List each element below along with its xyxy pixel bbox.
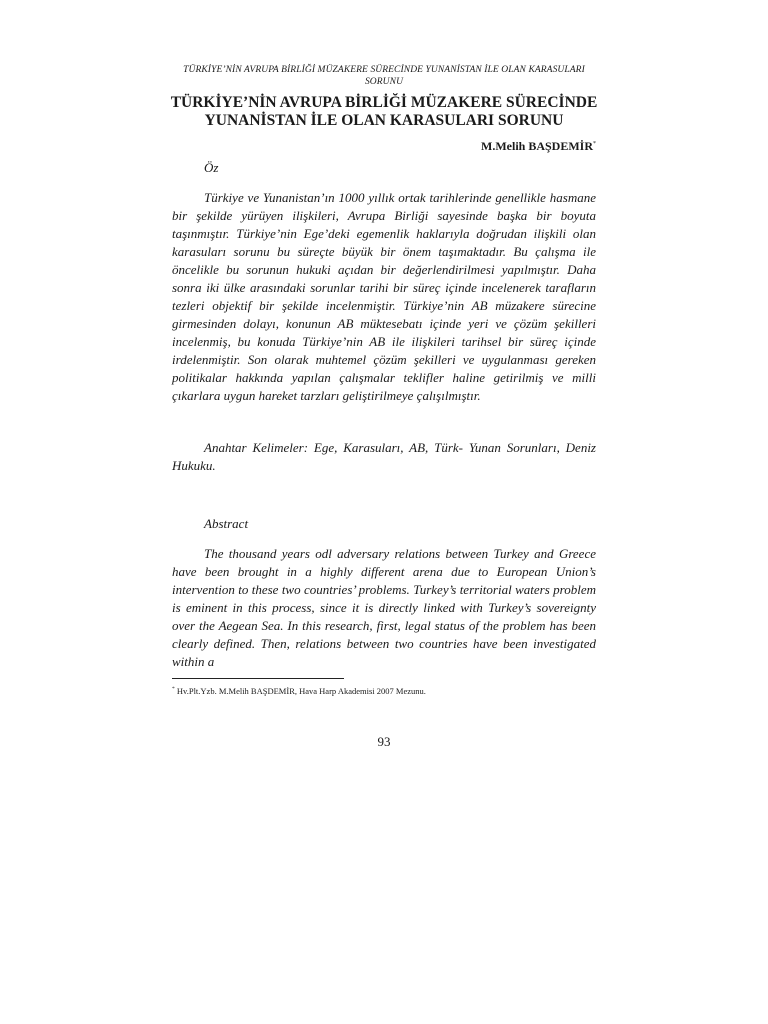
author-line: [481, 137, 596, 153]
author-name: M.Melih BAŞDEMİR: [481, 139, 593, 153]
article-title: TÜRKİYE’NİN AVRUPA BİRLİĞİ MÜZAKERE SÜRECİNDE YUNANİSTAN İLE OLAN KARASULARI SORUNU: [170, 94, 598, 129]
abstract-heading: Abstract: [204, 516, 249, 531]
abstract-paragraph: The thousand years odl adversary relations between Turkey and Greece have been brought in a highly different arena due to European Union’s intervention to these two countries’ problems. Turkey’s territorial waters problem is eminent in this process, since it is directly linked with Turkey’s sovereignty over the Aegean Sea. In this research, first, legal status of the problem has been clearly defined. Then, relations between two countries have been investigated within a: [172, 546, 596, 669]
keywords-paragraph: [172, 439, 596, 475]
footnote-divider: [172, 678, 344, 679]
oz-heading: Öz: [204, 160, 219, 175]
keywords-label: Anahtar Kelimeler:: [204, 440, 309, 455]
footnote: [172, 684, 596, 697]
page-number: 93: [377, 734, 391, 749]
running-head: TÜRKİYE’NİN AVRUPA BİRLİĞİ MÜZAKERE SÜRECİNDE YUNANİSTAN İLE OLAN KARASULARI SORUNU: [183, 65, 585, 87]
author-footnote-mark: *: [593, 141, 596, 147]
footnote-mark: *: [172, 686, 175, 692]
keywords-text: Ege, Karasuları, AB, Türk- Yunan Sorunları, Deniz Hukuku.: [172, 440, 596, 473]
footnote-text: Hv.Plt.Yzb. M.Melih BAŞDEMİR, Hava Harp Akademisi 2007 Mezunu.: [176, 685, 426, 696]
oz-paragraph: Türkiye ve Yunanistan’ın 1000 yıllık ortak tarihlerinde genellikle hasmane bir şekilde yürüyen ilişkileri, Avrupa Birliği sayesinde başka bir boyuta taşınmıştır. Türkiye’nin Ege’deki egemenlik haklarıyla doğrudan ilişkili olan karasuları sorunu bu süreçte büyük bir önem taşımaktadır. Bu çalışma ile öncelikle bu sorunun hukuki açıdan bir değerlendirilmesi yapılmıştır. Daha sonra iki ülke arasındaki sorunlar tarihi bir süreç içinde incelenerek tarafların tezleri objektif bir şekilde incelenmiştir. Türkiye’nin AB müzakere sürecine girmesinden dolayı, konunun AB müktesebatı içinde yeri ve çözüm şekilleri incelenmiş, bu konuda Türkiye’nin AB ile ilişkileri tarihsel bir süreç içinde irdelenmiştir. Son olarak muhtemel çözüm şekilleri ve uygulanması gereken politikalar hakkında yapılan çalışmalar teklifler haline getirilmiş ve milli çıkarlara uygun hareket tarzları geliştirilmeye çalışılmıştır.: [172, 190, 596, 403]
